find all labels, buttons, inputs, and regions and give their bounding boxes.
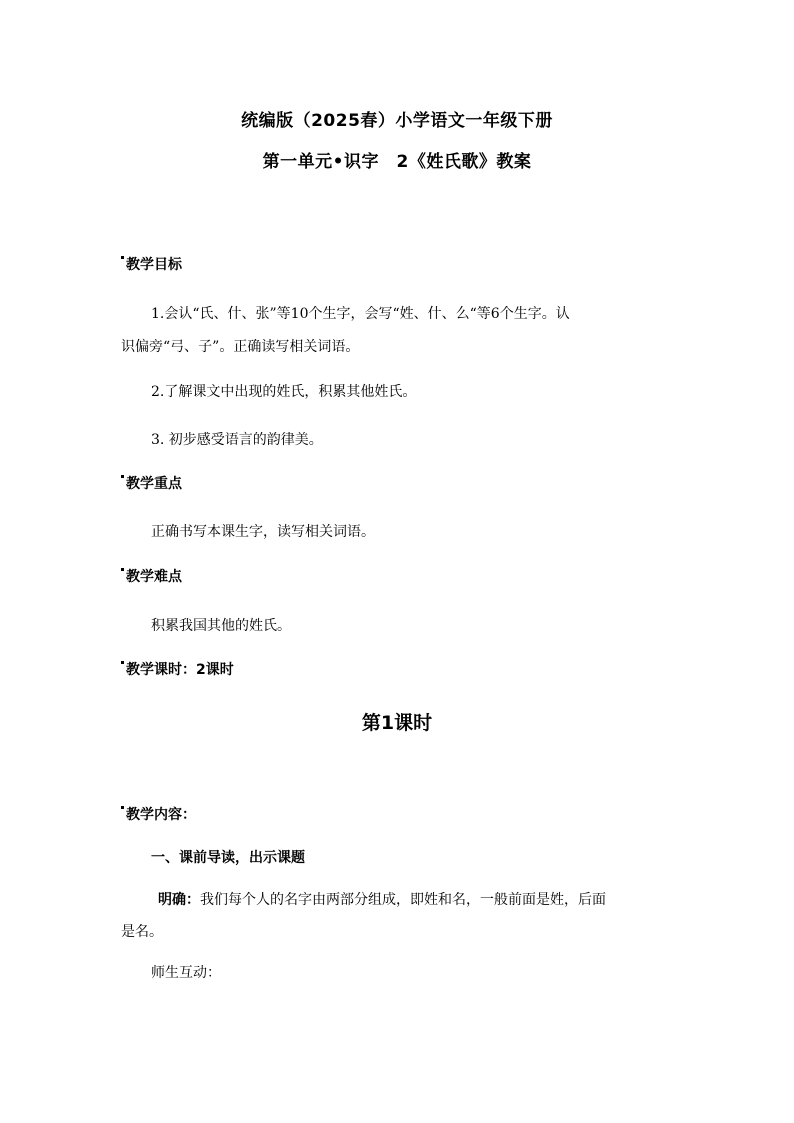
- document-title: 统编版（2025春）小学语文一年级下册: [241, 111, 553, 131]
- difficulties-heading: [121, 566, 182, 586]
- bullet-icon: [121, 806, 124, 809]
- bullet-icon: [121, 568, 124, 571]
- bullet-icon: [121, 475, 124, 478]
- difficulties-text: 积累我国其他的姓氏。: [151, 618, 291, 634]
- key-points-heading: [121, 473, 182, 493]
- bullet-icon: [121, 661, 124, 664]
- interaction-text: 师生互动：: [151, 965, 221, 981]
- content-heading-text: 教学内容：: [126, 807, 196, 823]
- document-subtitle: 第一单元•识字 2《姓氏歌》教案: [262, 152, 532, 172]
- key-points-text: 正确书写本课生字，读写相关词语。: [151, 524, 375, 540]
- clarify-line-1: [158, 884, 606, 916]
- goals-item-3: 3. 初步感受语言的韵律美。: [151, 432, 323, 448]
- lesson-title: 第1课时: [361, 712, 433, 734]
- goals-heading: [121, 254, 182, 274]
- periods-heading: [121, 659, 234, 679]
- difficulties-heading-text: 教学难点: [126, 569, 182, 585]
- clarify-line-2: 是名。: [121, 924, 163, 940]
- goals-item-1-line-1: 1.会认“氏、什、张”等10个生字，会写“姓、什、么“等6个生字。认: [151, 306, 570, 322]
- step-1-heading: 一、课前导读，出示课题: [151, 850, 305, 866]
- goals-item-2: 2.了解课文中出现的姓氏，积累其他姓氏。: [151, 384, 417, 400]
- key-points-heading-text: 教学重点: [126, 476, 182, 492]
- bullet-icon: [121, 256, 124, 259]
- content-heading: [121, 804, 196, 824]
- periods-heading-text: 教学课时：2课时: [126, 662, 234, 678]
- goals-heading-text: 教学目标: [126, 257, 182, 273]
- clarify-label: 明确：: [158, 892, 200, 908]
- goals-item-1-line-2: 识偏旁“弓、子”。正确读写相关词语。: [121, 339, 360, 355]
- clarify-text-1: 我们每个人的名字由两部分组成，即姓和名，一般前面是姓，后面: [200, 892, 606, 908]
